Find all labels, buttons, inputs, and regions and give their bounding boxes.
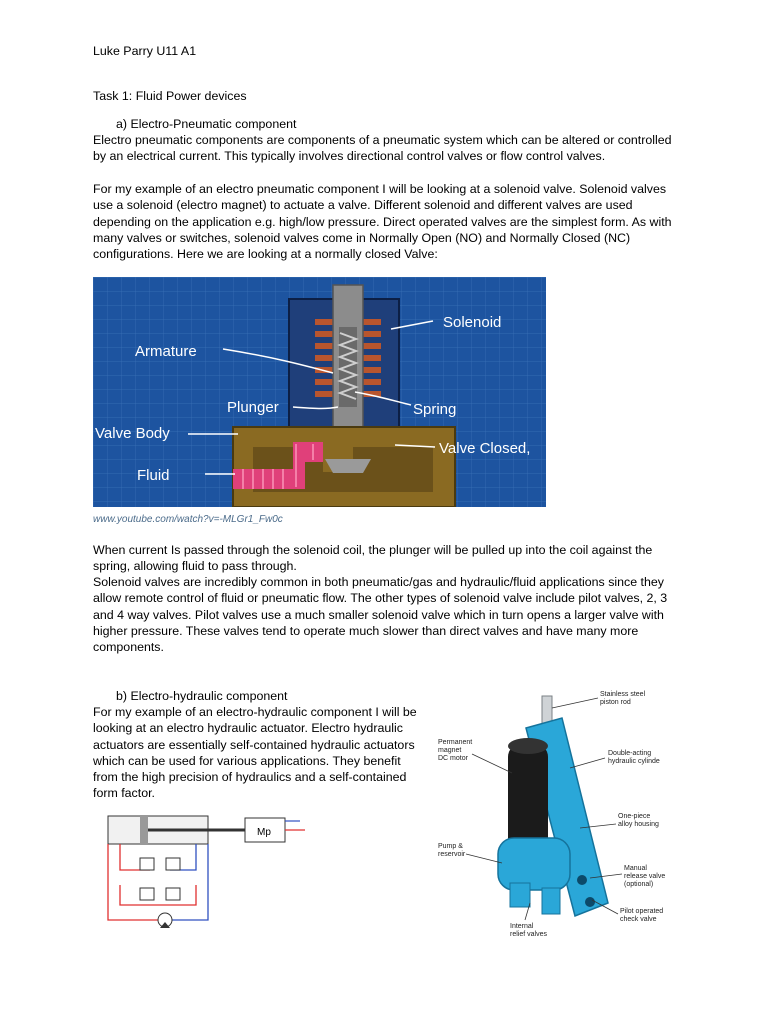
section-a-paragraph-4: Solenoid valves are incredibly common in both pneumatic/gas and hydraulic/fluid applications since they allow remote control of fluid or pneumatic flow. The other types of solenoid valve include pilot valves, 2, 3 and 4 way valves. Pilot valves use a much smaller solenoid valve which in turn opens a larger valve with higher pressure. These valves tend to operate much slower than direct valves and have many more components. [93, 575, 668, 655]
document-header: Luke Parry U11 A1 [93, 44, 197, 58]
label-fluid: Fluid [137, 467, 170, 484]
electro-hydraulic-actuator-image [430, 688, 670, 938]
section-b-paragraph-1: For my example of an electro-hydraulic component I will be looking at an electro hydraulic actuator. Electro hydraulic actuators are essentially self-contained hydraulic actuators which can be used for various applications. They benefit from the high precision of hydraulics and a self-contained form factor. [93, 705, 417, 801]
label-armature: Armature [135, 343, 197, 360]
hydraulic-schematic [100, 810, 320, 935]
section-a-paragraph-3: When current Is passed through the solenoid coil, the plunger will be pulled up into the coil against the spring, allowing fluid to pass through. [93, 543, 653, 574]
label-valve-body: Valve Body [95, 425, 170, 442]
label-piston-rod: Stainless steel piston rod [600, 691, 646, 706]
schematic-mp-label: Mp [257, 827, 271, 838]
section-a-paragraph-2: For my example of an electro pneumatic component I will be looking at a solenoid valve. Solenoid valves use a solenoid (electro magnet) to actuate a valve. Different solenoid and different valves are used depending on the application e.g. high/low pressure. Direct operated valves are the simplest form. As with many valves or switches, solenoid valves come in Normally Open (NO) and Normally Closed (NC) configurations. Here we are looking at a normally closed Valve: [93, 182, 672, 262]
section-b-heading: b) Electro-hydraulic component [116, 689, 288, 703]
label-alloy-housing: One-piece alloy housing [618, 813, 659, 828]
label-valve-closed: Valve Closed, [439, 440, 531, 457]
section-a-heading: a) Electro-Pneumatic component [116, 117, 297, 131]
label-spring: Spring [413, 401, 457, 418]
label-release-valve: Manual release valve (optional) [624, 865, 666, 888]
label-pump-reservoir: Pump & reservoir [438, 843, 466, 858]
task-title: Task 1: Fluid Power devices [93, 89, 247, 103]
label-check-valve: Pilot operated check valve [620, 908, 664, 923]
solenoid-valve-diagram [93, 277, 546, 507]
label-hydraulic-cylinder: Double-acting hydraulic cylinde [608, 750, 660, 765]
figure-caption-link[interactable]: www.youtube.com/watch?v=-MLGr1_Fw0c [93, 514, 283, 525]
section-a-paragraph-1: Electro pneumatic components are components of a pneumatic system which can be altered or controlled by an electrical current. This typically involves directional control valves or flow control valves. [93, 133, 672, 164]
label-relief-valves: Internal relief valves [510, 923, 547, 938]
label-dc-motor: Permanent magnet DC motor [438, 739, 473, 762]
label-solenoid: Solenoid [443, 314, 502, 331]
label-plunger: Plunger [227, 399, 279, 416]
